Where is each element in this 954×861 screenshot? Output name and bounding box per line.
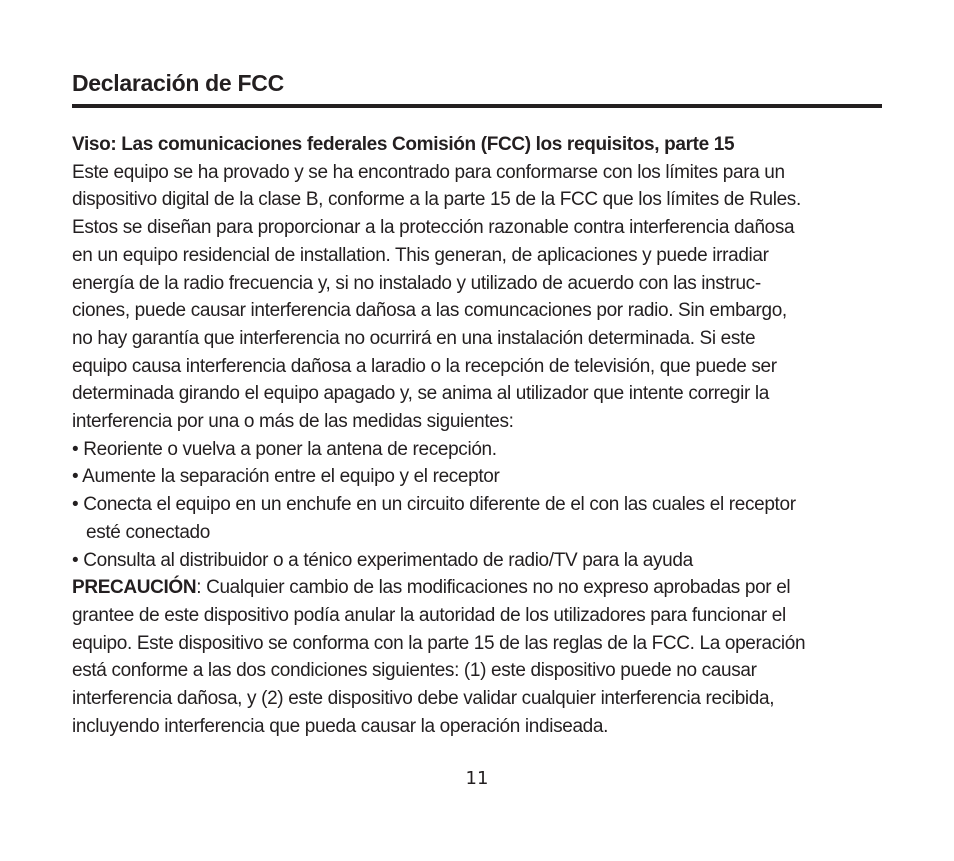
paragraph-line: energía de la radio frecuencia y, si no instalado y utilizado de acuerdo con las instruc- [72, 272, 761, 294]
caution-line: equipo. Este dispositivo se conforma con la parte 15 de las reglas de la FCC. La operación [72, 632, 806, 654]
page-number: 11 [465, 768, 489, 789]
bullet-item: • Reoriente o vuelva a poner la antena de recepción. [72, 438, 497, 460]
paragraph-line: dispositivo digital de la clase B, conforme a la parte 15 de la FCC que los límites de Rules. [72, 189, 801, 211]
paragraph-line: interferencia por una o más de las medidas siguientes: [72, 411, 514, 433]
paragraph [72, 159, 882, 436]
paragraph-line: no hay garantía que interferencia no ocurrirá en una instalación determinada. Si este [72, 327, 756, 349]
subheading: Viso: Las comunicaciones federales Comisión (FCC) los requisitos, parte 15 [72, 134, 735, 155]
paragraph-line: en un equipo residencial de installation. This generan, de aplicaciones y puede irradiar [72, 244, 769, 266]
caution-line: está conforme a las dos condiciones siguientes: (1) este dispositivo puede no causar [72, 660, 757, 682]
section-heading: Declaración de FCC [72, 70, 284, 96]
caution-text: : Cualquier cambio de las modificaciones no no expreso aprobadas por el [196, 577, 791, 599]
bullet-item: • Conecta el equipo en un enchufe en un circuito diferente de el con las cuales el receptor [72, 494, 796, 516]
heading-divider [72, 104, 882, 108]
paragraph-line: ciones, puede causar interferencia dañosa a las comuncaciones por radio. Sin embargo, [72, 300, 787, 322]
caution-paragraph [72, 574, 882, 740]
bullet-item: • Aumente la separación entre el equipo y el receptor [72, 466, 500, 488]
caution-line: grantee de este dispositivo podía anular la autoridad de los utilizadores para funcionar el [72, 604, 786, 626]
bullet-item-continuation: esté conectado [86, 521, 210, 543]
paragraph-line: Este equipo se ha provado y se ha encontrado para conformarse con los límites para un [72, 161, 785, 183]
caution-line: incluyendo interferencia que pueda causar la operación indiseada. [72, 715, 609, 737]
bullet-item: • Consulta al distribuidor o a ténico experimentado de radio/TV para la ayuda [72, 549, 693, 571]
paragraph-line: equipo causa interferencia dañosa a laradio o la recepción de televisión, que puede ser [72, 355, 777, 377]
caution-label: PRECAUCIÓN [72, 577, 197, 599]
caution-line: interferencia dañosa, y (2) este dispositivo debe validar cualquier interferencia recibida, [72, 688, 775, 710]
bullet-list [72, 436, 882, 575]
paragraph-line: Estos se diseñan para proporcionar a la protección razonable contra interferencia dañosa [72, 217, 795, 239]
caution-first-line [72, 574, 882, 602]
fcc-statement-body [72, 131, 882, 740]
paragraph-line: determinada girando el equipo apagado y, se anima al utilizador que intente corregir la [72, 383, 769, 405]
